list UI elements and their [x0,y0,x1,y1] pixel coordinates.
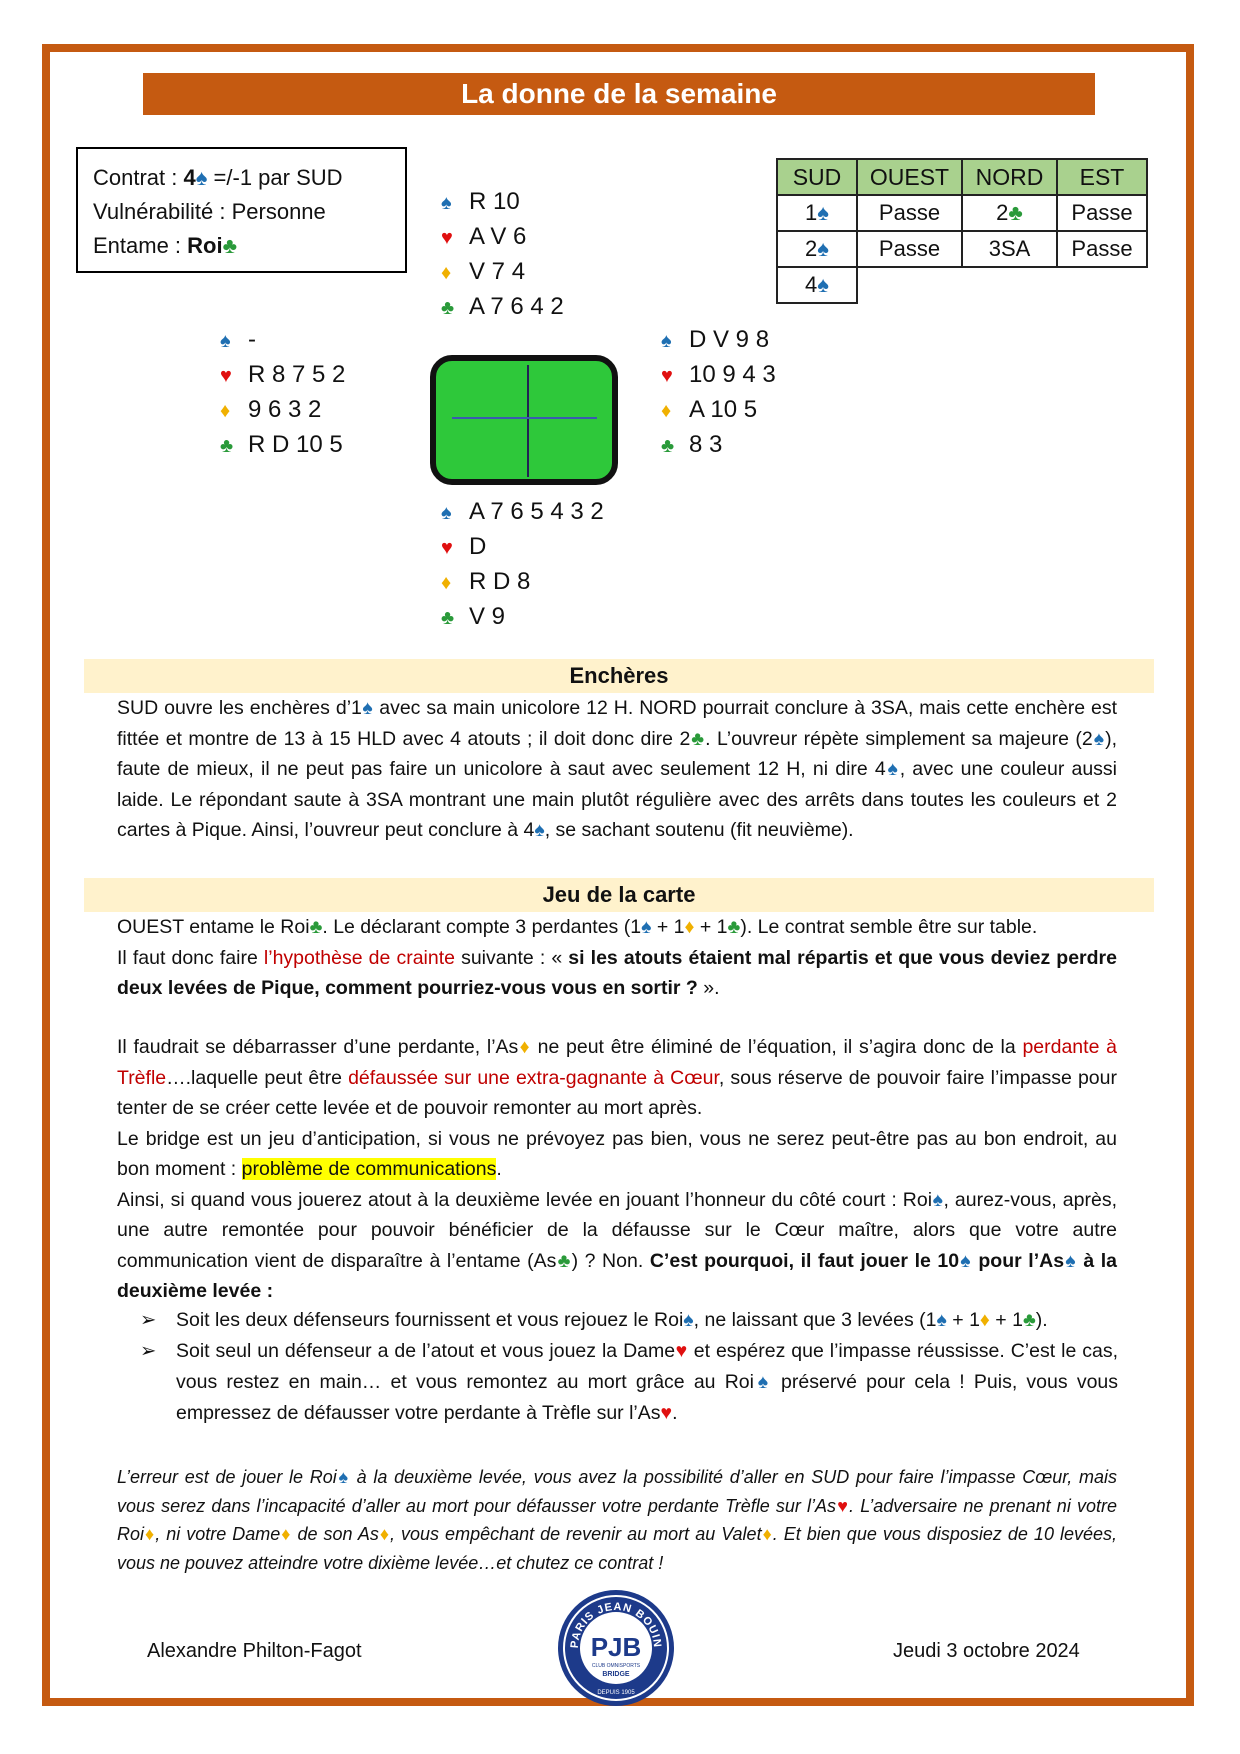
spade-icon: ♠ [441,192,452,214]
italic-note [117,1463,1117,1577]
spade-icon: ♠ [441,502,452,524]
hand-north [441,185,564,325]
bid-cell [962,195,1057,231]
text-run-bold: pour l’As [971,1249,1065,1272]
bullet-list [140,1305,1118,1429]
south-hearts: D [469,533,487,560]
text-run-red: défaussée sur une extra-gagnante à Cœur [348,1066,719,1089]
text-run: L’erreur est de jouer le Roi [117,1467,337,1487]
club-icon: ♣ [441,607,455,629]
bid-cell [777,195,857,231]
diamond-icon: ♦ [979,1309,990,1331]
text-run: ne peut être éliminé de l’équation, il s’agira donc de la [530,1036,1023,1058]
bridge-table-graphic [430,355,618,485]
date: Jeudi 3 octobre 2024 [893,1640,1080,1662]
spade-icon: ♠ [885,758,900,780]
bid-row [777,231,1147,267]
bid-cell-empty [1057,267,1147,303]
text-run: ). Le contrat semble être sur table. [740,916,1038,938]
section-heading-jeu: Jeu de la carte [84,878,1154,912]
club-icon: ♣ [1022,1309,1036,1331]
bid-header-est: EST [1057,159,1147,195]
bidding-table [776,158,1148,304]
bid-row [777,195,1147,231]
arrow-bullet-icon: ➢ [140,1309,157,1331]
spade-icon: ♠ [817,200,829,225]
diamond-icon: ♦ [684,916,695,938]
text-run: , sous réserve de pouvoir faire l’impasse pour tenter de se créer cette levée et de pouvoir remonter au mort après. [117,1066,1117,1119]
contract-rest: =/-1 par SUD [207,165,343,190]
text-run-red: perdante à Trèfle [117,1036,1117,1089]
bid-level: 1 [805,200,818,225]
west-clubs: R D 10 5 [248,431,343,458]
text-run: et espérez que l’impasse réussisse. C’est le cas, vous restez en main… et vous remontez au mort grâce au Roi [176,1340,1119,1393]
text-run-bold: à la deuxième levée : [117,1249,1118,1302]
spade-icon: ♠ [1064,1249,1077,1272]
list-item [140,1305,1118,1336]
north-hearts: A V 6 [469,223,527,250]
text-run: OUEST entame le Roi [117,916,310,938]
north-diamonds: V 7 4 [469,258,526,285]
page-title: La donne de la semaine [143,73,1095,115]
spade-icon: ♠ [220,330,231,352]
club-icon: ♣ [727,916,741,938]
heart-icon: ♥ [441,227,453,249]
diamond-icon: ♦ [518,1036,531,1058]
north-clubs: A 7 6 4 2 [469,293,564,320]
bid-cell: Passe [1057,195,1147,231]
spade-icon: ♠ [817,236,829,261]
text-run: , aurez-vous, après, une autre remontée pour pouvoir bénéficier de la défausse sur le Cœur maître, alors que votre autre communication vient de disparaître à l’entame (As [117,1188,1117,1272]
contract-line [93,161,405,195]
text-run: , vous empêchant de revenir au mort au Valet [390,1524,762,1544]
jeu-paragraph-1 [117,912,1117,1004]
club-icon: ♣ [222,233,238,258]
text-run-highlight: problème de communications [241,1158,497,1180]
encheres-text [117,693,1117,846]
text-run: SUD ouvre les enchères d’1 [117,697,362,719]
text-run: de son As [291,1524,379,1544]
east-spades: D V 9 8 [689,326,770,353]
text-run: Soit les deux défenseurs fournissent et vous rejouez le Roi [176,1309,684,1331]
text-run: . Et bien que vous disposiez de 10 levées, vous ne pouvez atteindre votre dixième levée…et chutez ce contrat ! [117,1524,1117,1573]
text-run: ». [697,977,720,999]
diamond-icon: ♦ [280,1524,292,1544]
contract-box [76,147,407,273]
text-run: Le bridge est un jeu d’anticipation, si vous ne prévoyez pas bien, vous ne serez peut-être pas au bon endroit, au bon moment : [117,1127,1117,1180]
diamond-icon: ♦ [378,1524,391,1544]
heart-icon: ♥ [441,537,453,559]
text-run: Soit seul un défenseur a de l’atout et vous jouez la Dame [176,1340,676,1362]
west-hearts: R 8 7 5 2 [248,361,346,388]
spade-icon: ♠ [1092,727,1106,750]
arrow-bullet-icon: ➢ [140,1340,157,1362]
text-run: avec sa main unicolore 12 H. NORD pourrait conclure à 3SA, mais cette enchère est fittée et montre de 13 à 15 HLD avec 4 atouts ; il doit donc dire 2 [117,697,1117,750]
bid-cell: Passe [857,195,962,231]
club-icon: ♣ [441,297,455,319]
text-run: . L’ouvreur répète simplement sa majeure (2 [705,727,1093,750]
text-run: , se sachant soutenu (fit neuvième). [544,819,854,841]
spade-icon: ♠ [361,697,374,719]
text-run: suivante : « [454,946,569,969]
text-run: Il faudrait se débarrasser d’une perdante, l’As [117,1036,519,1058]
lead-line [93,229,405,263]
club-icon: ♣ [661,435,675,457]
author: Alexandre Philton-Fagot [147,1640,362,1662]
text-run: , avec une couleur aussi laide. Le répondant saute à 3SA montrant une main plutôt régulière avec des arrêts dans toutes les couleurs et 2 cartes à Pique. Ainsi, l’ouvreur peut conclure à 4 [117,758,1118,841]
lead-label: Entame : [93,233,188,258]
hand-east [661,323,776,463]
diamond-icon: ♦ [220,400,231,422]
text-run: à la deuxième levée, vous avez la possibilité d’aller en SUD pour faire l’impasse Cœur, mais vous serez dans l’incapacité d’aller au mort pour défausser votre perdante Trèfle sur l’As [117,1467,1118,1516]
club-icon: ♣ [220,435,234,457]
text-run: . L’adversaire ne prenant ni votre Roi [117,1495,1117,1544]
table-divider-horizontal [452,417,597,419]
text-run: + 1 [651,916,685,938]
text-run-bold: C’est pourquoi, il faut jouer le 10 [649,1249,960,1272]
club-icon: ♣ [309,916,323,938]
bid-level: 2 [996,200,1009,225]
spade-icon: ♠ [959,1249,972,1272]
table-divider-vertical [527,365,529,477]
heart-icon: ♥ [220,365,232,387]
text-run: préservé pour cela ! Puis, vous vous empressez de défausser votre perdante à Trèfle sur l’As [176,1371,1119,1424]
east-clubs: 8 3 [689,431,723,458]
spade-icon: ♠ [641,916,652,938]
text-run: + 1 [694,916,728,938]
text-run: + 1 [989,1309,1023,1331]
hand-south [441,495,604,635]
logo-subtitle: CLUB OMNISPORTS [591,1663,641,1669]
bid-cell: Passe [857,231,962,267]
spade-icon: ♠ [932,1188,944,1211]
logo-bottom-text: DEPUIS 1905 [597,1690,635,1696]
heart-icon: ♥ [661,365,673,387]
spade-icon: ♠ [753,1371,772,1393]
jeu-paragraph-2 [117,1032,1117,1307]
north-spades: R 10 [469,188,520,215]
club-icon: ♣ [556,1249,572,1272]
logo-initials: PJB [590,1632,642,1662]
hand-west [220,323,345,463]
heart-icon: ♥ [660,1402,673,1424]
diamond-icon: ♦ [661,400,672,422]
west-spades: - [248,326,256,353]
diamond-icon: ♦ [761,1524,773,1544]
spade-icon: ♠ [195,165,208,190]
diamond-icon: ♦ [441,572,452,594]
vulnerability-line: Vulnérabilité : Personne [93,199,326,224]
text-run-red: l’hypothèse de crainte [263,946,455,969]
spade-icon: ♠ [683,1309,694,1331]
logo-top-text: PARIS JEAN BOUIN [568,1600,664,1649]
contract-label: Contrat : [93,165,184,190]
bid-header-nord: NORD [962,159,1057,195]
east-hearts: 10 9 4 3 [689,361,776,388]
bid-level: 2 [805,236,818,261]
diamond-icon: ♦ [441,262,452,284]
heart-icon: ♥ [675,1340,688,1362]
bid-cell-empty [857,267,962,303]
text-run: , ni votre Dame [155,1524,281,1544]
heart-icon: ♥ [836,1495,850,1516]
section-heading-encheres: Enchères [84,659,1154,693]
west-diamonds: 9 6 3 2 [248,396,322,423]
bid-cell [777,267,857,303]
bid-header-sud: SUD [777,159,857,195]
bid-cell: Passe [1057,231,1147,267]
text-run: Ainsi, si quand vous jouerez atout à la deuxième levée en jouant l’honneur du côté court : Roi [117,1188,933,1211]
spade-icon: ♠ [936,1309,947,1331]
contract-value: 4 [183,165,196,190]
bid-cell-empty [962,267,1057,303]
spade-icon: ♠ [534,819,545,841]
text-run-bold: si les atouts étaient mal répartis et que vous deviez perdre deux levées de Pique, comment pourriez-vous vous en sortir ? [117,946,1117,999]
lead-value: Roi [187,233,223,258]
diamond-icon: ♦ [144,1524,156,1544]
text-run: ) ? Non. [571,1249,650,1272]
text-run: , ne laissant que 3 levées (1 [693,1309,937,1331]
logo-bridge: BRIDGE [602,1671,630,1678]
text-run: + 1 [946,1309,980,1331]
bid-header-ouest: OUEST [857,159,962,195]
text-run: . Le déclarant compte 3 perdantes (1 [322,916,642,938]
text-run: ), faute de mieux, il ne peut pas faire un unicolore à saut avec seulement 12 H, ni dire 4 [117,727,1118,780]
text-run: Il faut donc faire [117,946,264,969]
club-icon: ♣ [690,727,706,750]
club-icon: ♣ [1008,200,1023,225]
south-clubs: V 9 [469,603,506,630]
spade-icon: ♠ [817,272,829,297]
bid-cell: 3SA [962,231,1057,267]
south-diamonds: R D 8 [469,568,531,595]
club-logo [556,1588,676,1708]
east-diamonds: A 10 5 [689,396,758,423]
spade-icon: ♠ [336,1467,350,1487]
bid-level: 4 [805,272,818,297]
bid-row [777,267,1147,303]
spade-icon: ♠ [661,330,672,352]
text-run: ). [1035,1309,1048,1331]
text-run: . [672,1402,678,1424]
text-run: . [496,1158,502,1180]
text-run: ….laquelle peut être [166,1066,349,1089]
bid-cell [777,231,857,267]
list-item [140,1336,1118,1429]
south-spades: A 7 6 5 4 3 2 [469,498,604,525]
